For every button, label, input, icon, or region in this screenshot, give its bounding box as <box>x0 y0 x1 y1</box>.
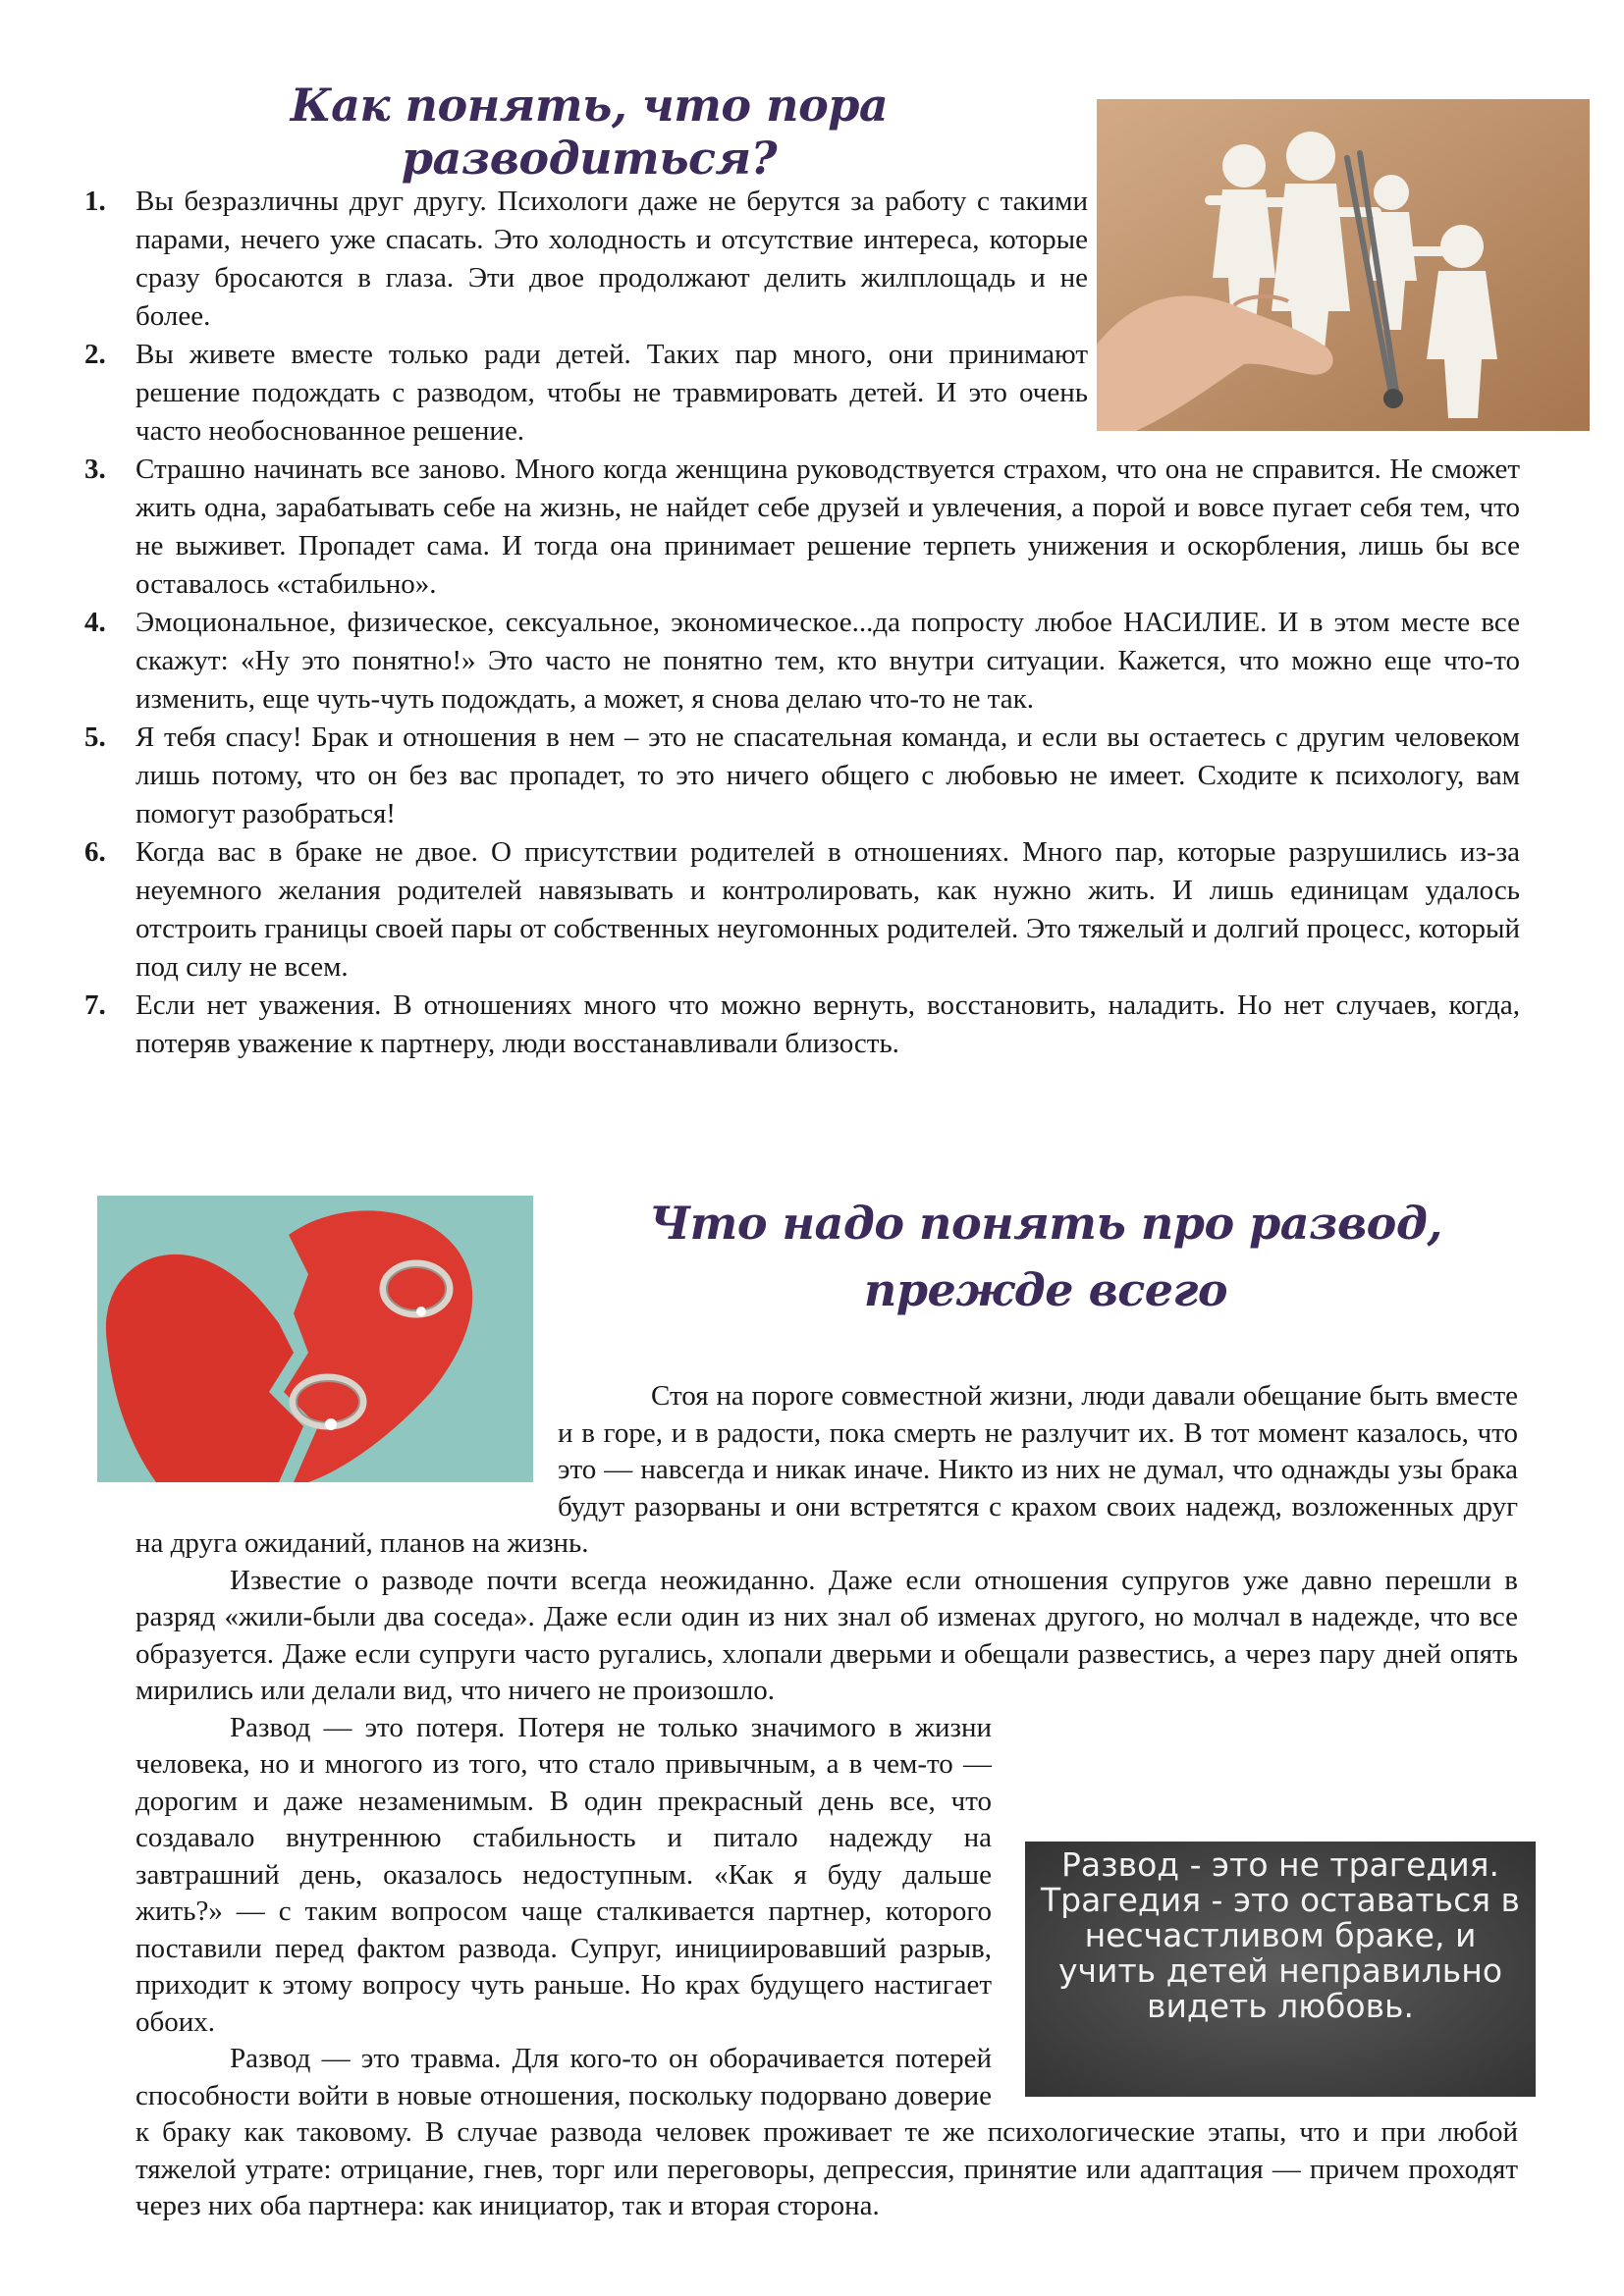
list-text: Страшно начинать все заново. Много когда женщина руководствуется страхом, что она не справится. Не сможет жить одна, зарабатывать себе на жизнь, не найдет себе друзей и увлечения, а порой и вовсе пугает себя тем, что не выживет. Пропадет сама. И тогда она принимает решение терпеть унижения и оскорбления, лишь бы все оставалось «стабильно». <box>135 454 1520 600</box>
list-number: 7. <box>84 989 106 1021</box>
section2-title <box>628 1190 1463 1323</box>
body-paragraph: Развод — это потеря. Потеря не только значимого в жизни человека, но и многого из того, что стало привычным, а в чем-то — дорогим и даже незаменимым. В один прекрасный день все, что создавало внутреннюю стабильность и питало надежду на завтрашний день, оказалось недоступным. «Как я буду дальше жить?» — с таким вопросом чаще сталкивается партнер, которого поставили перед фактом развода. Супруг, инициировавший разрыв, приходит к этому вопросу чуть раньше. Но крах будущего настигает обоих. <box>135 1711 992 2038</box>
list-number: 5. <box>84 721 106 753</box>
list-number: 4. <box>84 607 106 638</box>
section2-title-line1: Что надо понять про развод, <box>649 1197 1442 1250</box>
quote-card-spacer <box>992 1826 1518 2091</box>
list-item <box>84 183 1088 336</box>
list-text: Когда вас в браке не двое. О присутствии родителей в отношениях. Много пар, которые разрушились из-за неуемного желания родителей навязывать и контролировать, как нужно жить. И лишь единицам удалось отстроить границы своей пары от собственных неугомонных родителей. Это тяжелый и долгий процесс, который под силу не всем. <box>135 836 1520 983</box>
list-number: 2. <box>84 339 106 370</box>
heart-spacer <box>135 1378 558 1490</box>
body-paragraph: Развод — это травма. Для кого-то он оборачивается потерей способности войти в новые отношения, поскольку подорвано доверие к браку как таковому. В случае развода человек проживает те же психологические этапы, что и при любой тяжелой утрате: отрицание, гнев, торг или переговоры, депрессия, принятие или адаптация — причем проходят через них оба партнера: как инициатор, так и вторая сторона. <box>135 2043 1518 2221</box>
list-text: Эмоциональное, физическое, сексуальное, экономическое...да попросту любое НАСИЛИЕ. И в этом месте все скажут: «Ну это понятно!» Это часто не понятно тем, кто внутри ситуации. Кажется, что можно еще что-то изменить, еще чуть-чуть подождать, а может, я снова делаю что-то не так. <box>135 607 1520 715</box>
list-item <box>84 336 1088 451</box>
body-paragraph: Стоя на пороге совместной жизни, люди давали обещание быть вместе и в горе, и в радости, пока смерть не разлучит их. В тот момент казалось, что это — навсегда и никак иначе. Никто из них не думал, что однажды узы брака будут разорваны и они встретятся с крахом своих надежд, возложенных друг на друга ожиданий, планов на жизнь. <box>135 1380 1518 1559</box>
list-number: 6. <box>84 836 106 868</box>
list-text: Я тебя спасу! Брак и отношения в нем – это не спасательная команда, и если вы остаетесь с другим человеком лишь потому, что он без вас пропадет, то это ничего общего с любовью не имеет. Сходите к психологу, вам помогут разобраться! <box>135 721 1520 829</box>
list-item <box>84 833 1520 987</box>
list-item <box>84 719 1520 833</box>
list-item <box>84 987 1520 1063</box>
list-item <box>84 451 1520 604</box>
list-text: Вы живете вместе только ради детей. Таких пар много, они принимают решение подождать с разводом, чтобы не травмировать детей. И это очень часто необоснованное решение. <box>135 339 1088 447</box>
quote-card: Развод - это не трагедия. Трагедия - это оставаться в несчастливом браке, и учить детей неправильно видеть любовь. <box>1025 1842 1536 2097</box>
list-number: 3. <box>84 454 106 485</box>
list-number: 1. <box>84 186 106 217</box>
list-text: Вы безразличны друг другу. Психологи даже не берутся за работу с такими парами, нечего уже спасать. Это холодность и отсутствие интереса, которые сразу бросаются в глаза. Эти двое продолжают делить жилплощадь и не более. <box>135 186 1088 332</box>
section2-title-line2: прежде всего <box>863 1263 1228 1316</box>
section2-body <box>135 1378 1518 2225</box>
reasons-list <box>84 183 1520 1063</box>
list-item <box>84 604 1520 719</box>
list-text: Если нет уважения. В отношениях много что можно вернуть, восстановить, наладить. Но нет случаев, когда, потеряв уважение к партнеру, люди восстанавливали близость. <box>135 989 1520 1059</box>
body-paragraph: Известие о разводе почти всегда неожиданно. Даже если отношения супругов уже давно перешли в разряд «жили-были два соседа». Даже если один из них знал об изменах другого, но молчал в надежде, что все образуется. Даже если супруги часто ругались, хлопали дверьми и обещали развестись, а через пару дней опять мирились или делали вид, что ничего не произошло. <box>135 1564 1518 1706</box>
section1-title: Как понять, что пора разводиться? <box>290 79 889 185</box>
